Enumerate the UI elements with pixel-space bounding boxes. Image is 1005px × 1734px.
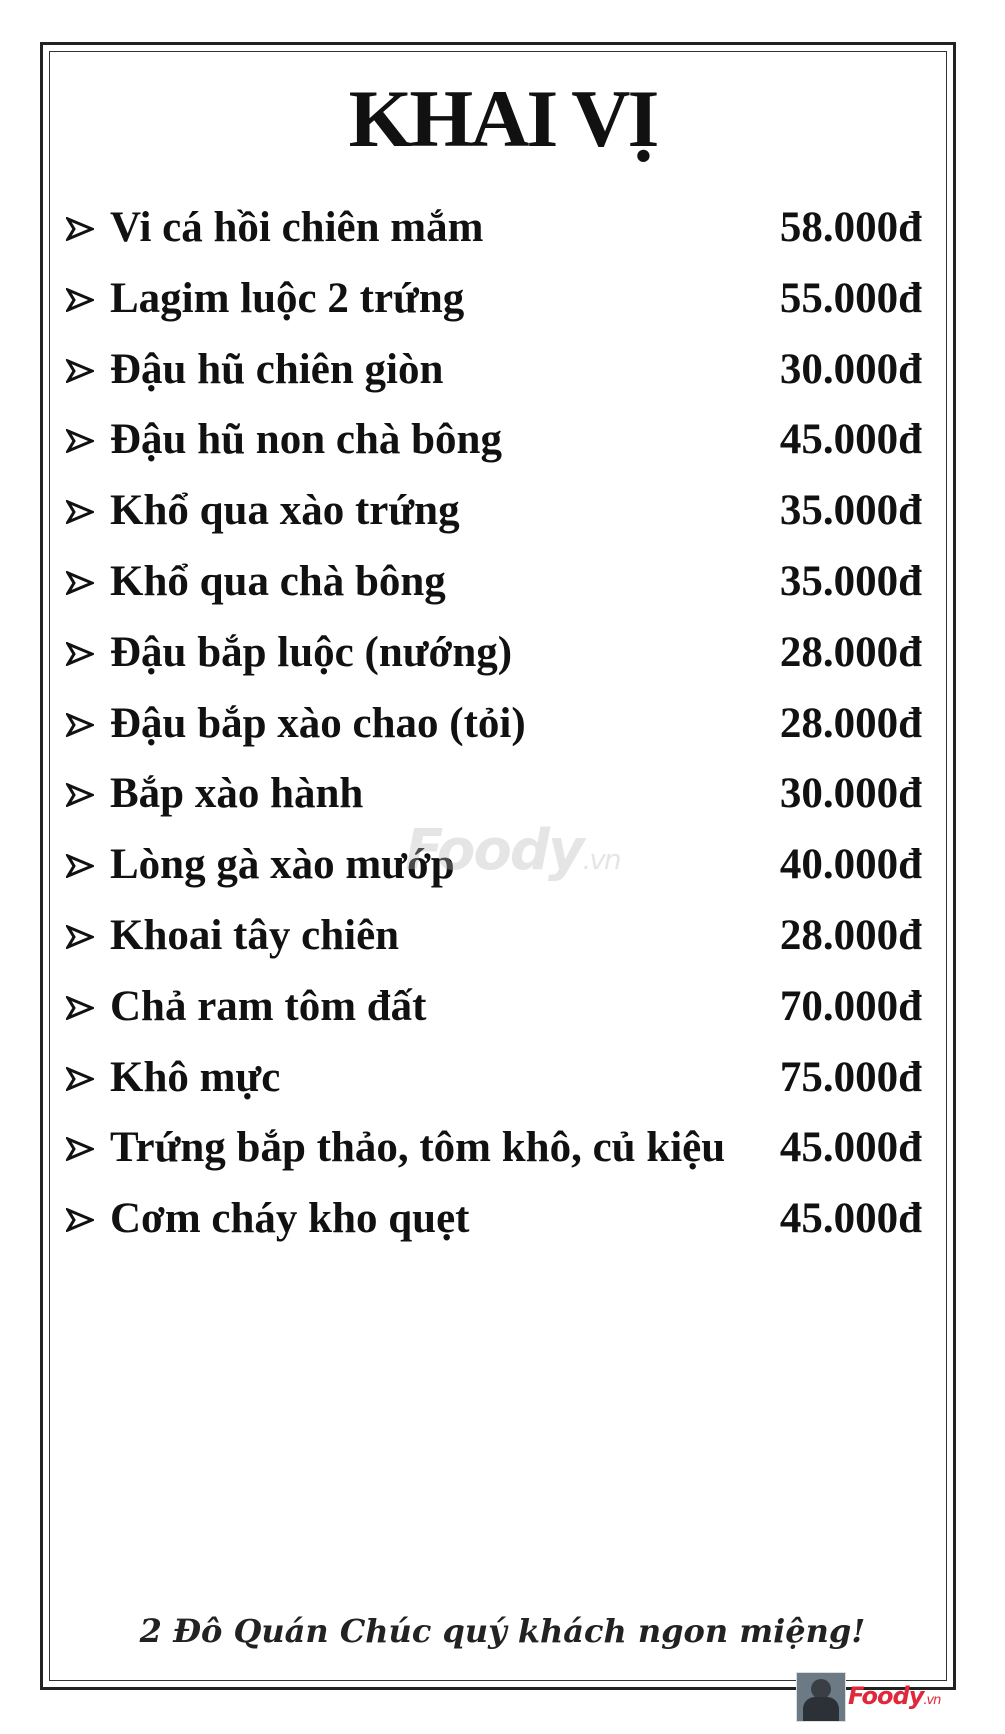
item-name: Đậu hũ chiên giòn xyxy=(110,345,444,393)
arrowhead-bullet-icon xyxy=(66,906,94,966)
menu-item xyxy=(62,764,922,824)
menu-item xyxy=(62,269,922,329)
item-name: Đậu bắp xào chao (tỏi) xyxy=(110,699,526,747)
item-name: Vi cá hồi chiên mắm xyxy=(110,204,484,251)
item-name: Chả ram tôm đất xyxy=(110,982,427,1030)
arrowhead-bullet-icon xyxy=(66,623,94,683)
item-name: Đậu bắp luộc (nướng) xyxy=(110,628,513,676)
item-name: Cơm cháy kho quẹt xyxy=(110,1195,470,1243)
item-price: 35.000đ xyxy=(779,558,922,605)
item-name: Khổ qua xào trứng xyxy=(110,487,460,535)
menu-item xyxy=(62,977,922,1037)
item-price: 30.000đ xyxy=(779,345,922,393)
menu-item xyxy=(62,340,922,400)
arrowhead-bullet-icon xyxy=(66,410,94,470)
item-price: 45.000đ xyxy=(779,1195,922,1243)
arrowhead-bullet-icon xyxy=(66,269,94,329)
item-price: 58.000đ xyxy=(779,204,922,251)
menu-item xyxy=(62,694,922,754)
item-name: Bắp xào hành xyxy=(110,770,364,818)
arrowhead-bullet-icon xyxy=(66,340,94,400)
item-price: 30.000đ xyxy=(779,770,922,818)
menu-item xyxy=(62,1189,922,1249)
arrowhead-bullet-icon xyxy=(66,835,94,895)
menu-item xyxy=(62,906,922,966)
item-name: Lòng gà xào mướp xyxy=(110,841,455,889)
item-name: Khô mực xyxy=(110,1053,281,1101)
menu-item xyxy=(62,552,922,612)
arrowhead-bullet-icon xyxy=(66,764,94,824)
menu-item xyxy=(62,410,922,470)
item-price: 75.000đ xyxy=(779,1053,922,1101)
closing-message: 2 Đô Quán Chúc quý khách ngon miệng! xyxy=(139,1612,866,1650)
arrowhead-bullet-icon xyxy=(66,694,94,754)
item-name: Khổ qua chà bông xyxy=(110,558,446,605)
arrowhead-bullet-icon xyxy=(66,1048,94,1108)
arrowhead-bullet-icon xyxy=(66,552,94,612)
item-price: 40.000đ xyxy=(779,841,922,889)
foody-watermark: Foody.vn xyxy=(405,818,620,883)
item-name: Khoai tây chiên xyxy=(110,912,400,959)
item-name: Lagim luộc 2 trứng xyxy=(110,274,465,322)
foody-logo: Foody.vn xyxy=(848,1682,941,1710)
arrowhead-bullet-icon xyxy=(66,481,94,541)
arrowhead-bullet-icon xyxy=(66,1118,94,1178)
menu-title: KHAI VỊ xyxy=(348,73,657,164)
menu-item xyxy=(62,1118,922,1178)
item-price: 28.000đ xyxy=(779,699,922,747)
foody-badge[interactable] xyxy=(796,1672,941,1722)
item-price: 28.000đ xyxy=(779,628,922,676)
item-price: 28.000đ xyxy=(779,912,922,959)
item-price: 45.000đ xyxy=(779,1124,922,1172)
menu-item xyxy=(62,1048,922,1108)
item-price: 55.000đ xyxy=(779,274,922,322)
menu-item xyxy=(62,198,922,258)
arrowhead-bullet-icon xyxy=(66,198,94,258)
menu-item xyxy=(62,481,922,541)
user-avatar-icon xyxy=(796,1672,846,1722)
item-price: 70.000đ xyxy=(779,982,922,1030)
item-price: 45.000đ xyxy=(779,416,922,464)
item-name: Đậu hũ non chà bông xyxy=(110,416,502,464)
menu-item xyxy=(62,623,922,683)
arrowhead-bullet-icon xyxy=(66,1189,94,1249)
arrowhead-bullet-icon xyxy=(66,977,94,1037)
item-price: 35.000đ xyxy=(779,487,922,535)
item-name: Trứng bắp thảo, tôm khô, củ kiệu xyxy=(110,1124,726,1172)
